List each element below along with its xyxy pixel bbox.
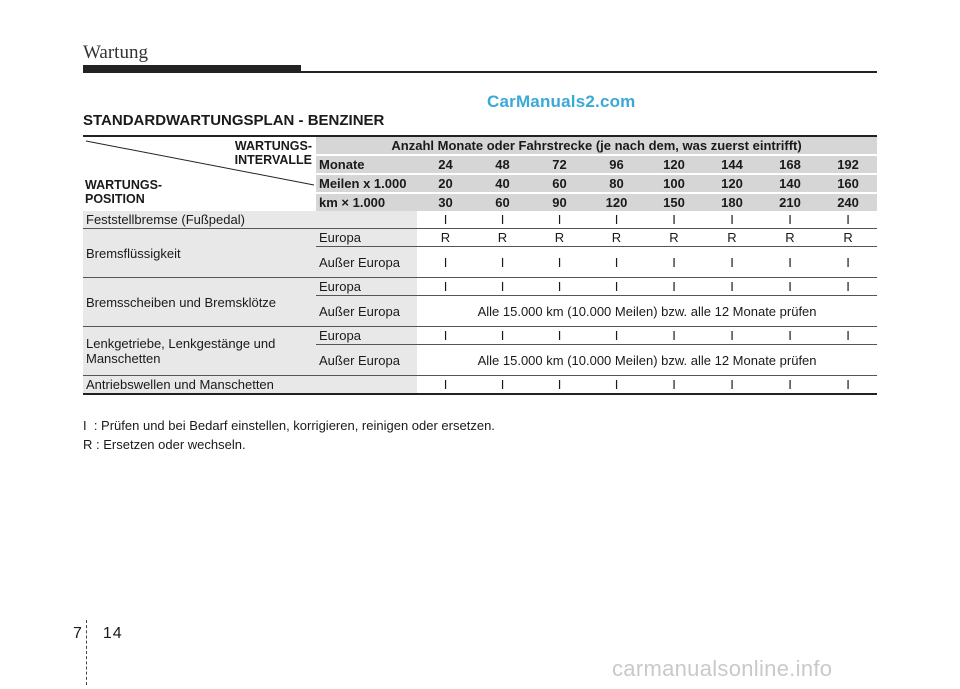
span-header: Anzahl Monate oder Fahrstrecke (je nach dem, was zuerst eintrifft) <box>316 136 877 155</box>
schedule-cell: I <box>474 376 531 395</box>
schedule-cell: I <box>474 211 531 229</box>
schedule-cell: R <box>417 229 474 247</box>
table-row <box>83 327 877 345</box>
watermark-bottom: carmanualsonline.info <box>612 656 833 681</box>
corner-label-intervals-line1: WARTUNGS- <box>234 139 312 153</box>
schedule-cell: I <box>417 211 474 229</box>
schedule-cell: I <box>588 247 645 278</box>
schedule-cell: I <box>417 376 474 395</box>
interval-value: 120 <box>645 155 703 174</box>
schedule-cell: I <box>474 278 531 296</box>
page-number <box>73 625 123 643</box>
header-rule-thin <box>83 71 877 73</box>
interval-value: 80 <box>588 174 645 193</box>
region-label: Außer Europa <box>316 247 417 278</box>
schedule-cell: I <box>761 247 819 278</box>
corner-label-intervals <box>235 139 312 167</box>
item-name: Antriebswellen und Manschetten <box>83 376 417 395</box>
schedule-cell: I <box>645 327 703 345</box>
schedule-cell: I <box>588 278 645 296</box>
legend-item-inspect: I : Prüfen und bei Bedarf einstellen, korrigieren, reinigen oder ersetzen. <box>83 418 495 433</box>
table-row <box>83 211 877 229</box>
schedule-cell: I <box>703 211 761 229</box>
interval-value: 150 <box>645 193 703 211</box>
table-row <box>83 229 877 247</box>
region-label: Europa <box>316 229 417 247</box>
interval-label: km × 1.000 <box>316 193 417 211</box>
interval-value: 90 <box>531 193 588 211</box>
legend-item-replace: R : Ersetzen oder wechseln. <box>83 437 246 452</box>
schedule-cell: I <box>531 327 588 345</box>
page-header-title: Wartung <box>83 42 148 63</box>
item-name <box>83 327 316 376</box>
table-row <box>83 278 877 296</box>
interval-value: 60 <box>531 174 588 193</box>
table-header-row-span <box>83 136 877 155</box>
schedule-cell: I <box>531 211 588 229</box>
interval-value: 48 <box>474 155 531 174</box>
interval-value: 180 <box>703 193 761 211</box>
schedule-cell: R <box>588 229 645 247</box>
interval-value: 100 <box>645 174 703 193</box>
interval-value: 140 <box>761 174 819 193</box>
page-number-value: 14 <box>102 625 123 642</box>
schedule-cell: I <box>531 376 588 395</box>
schedule-cell: I <box>703 278 761 296</box>
footer-divider <box>86 620 88 685</box>
interval-value: 120 <box>588 193 645 211</box>
schedule-cell: I <box>588 211 645 229</box>
schedule-cell: I <box>474 247 531 278</box>
schedule-cell: I <box>819 278 877 296</box>
item-name-line2: Manschetten <box>86 351 161 366</box>
schedule-cell: I <box>645 211 703 229</box>
schedule-cell: R <box>819 229 877 247</box>
schedule-cell: I <box>417 247 474 278</box>
maintenance-schedule-table <box>83 135 877 395</box>
interval-value: 96 <box>588 155 645 174</box>
schedule-cell: I <box>819 327 877 345</box>
schedule-cell: I <box>417 327 474 345</box>
schedule-cell: I <box>819 211 877 229</box>
corner-label-position <box>85 178 162 206</box>
item-name: Bremsscheiben und Bremsklötze <box>83 278 316 327</box>
schedule-cell: I <box>645 247 703 278</box>
schedule-note: Alle 15.000 km (10.000 Meilen) bzw. alle 12 Monate prüfen <box>417 296 877 327</box>
schedule-cell: I <box>531 278 588 296</box>
schedule-cell: I <box>761 327 819 345</box>
schedule-cell: R <box>474 229 531 247</box>
table-corner-cell <box>83 136 316 211</box>
schedule-cell: I <box>645 376 703 395</box>
region-label: Außer Europa <box>316 345 417 376</box>
interval-value: 144 <box>703 155 761 174</box>
schedule-cell: I <box>819 376 877 395</box>
interval-label: Meilen x 1.000 <box>316 174 417 193</box>
interval-value: 72 <box>531 155 588 174</box>
corner-label-position-line2: POSITION <box>85 192 145 206</box>
schedule-cell: R <box>645 229 703 247</box>
schedule-cell: I <box>474 327 531 345</box>
interval-value: 120 <box>703 174 761 193</box>
region-label: Außer Europa <box>316 296 417 327</box>
schedule-cell: I <box>761 278 819 296</box>
interval-value: 168 <box>761 155 819 174</box>
item-name-line1: Lenkgetriebe, Lenkgestänge und <box>86 336 276 351</box>
interval-value: 160 <box>819 174 877 193</box>
interval-value: 20 <box>417 174 474 193</box>
schedule-cell: I <box>703 376 761 395</box>
interval-value: 30 <box>417 193 474 211</box>
interval-value: 240 <box>819 193 877 211</box>
schedule-cell: I <box>761 211 819 229</box>
item-name: Feststellbremse (Fußpedal) <box>83 211 417 229</box>
legend <box>83 416 495 454</box>
interval-value: 24 <box>417 155 474 174</box>
schedule-cell: I <box>588 376 645 395</box>
interval-label: Monate <box>316 155 417 174</box>
interval-value: 210 <box>761 193 819 211</box>
watermark-top: CarManuals2.com <box>487 92 636 111</box>
chapter-number: 7 <box>73 625 83 642</box>
schedule-cell: I <box>761 376 819 395</box>
schedule-cell: R <box>761 229 819 247</box>
schedule-cell: R <box>531 229 588 247</box>
schedule-cell: I <box>819 247 877 278</box>
interval-value: 192 <box>819 155 877 174</box>
corner-label-position-line1: WARTUNGS- <box>85 178 163 192</box>
region-label: Europa <box>316 327 417 345</box>
schedule-cell: I <box>703 327 761 345</box>
table-row <box>83 376 877 395</box>
interval-value: 60 <box>474 193 531 211</box>
schedule-cell: I <box>531 247 588 278</box>
schedule-note: Alle 15.000 km (10.000 Meilen) bzw. alle 12 Monate prüfen <box>417 345 877 376</box>
schedule-cell: I <box>588 327 645 345</box>
interval-value: 40 <box>474 174 531 193</box>
section-title: STANDARDWARTUNGSPLAN - BENZINER <box>83 112 385 129</box>
schedule-cell: R <box>703 229 761 247</box>
schedule-cell: I <box>417 278 474 296</box>
schedule-cell: I <box>645 278 703 296</box>
region-label: Europa <box>316 278 417 296</box>
corner-label-intervals-line2: INTERVALLE <box>234 153 312 167</box>
schedule-cell: I <box>703 247 761 278</box>
item-name: Bremsflüssigkeit <box>83 229 316 278</box>
